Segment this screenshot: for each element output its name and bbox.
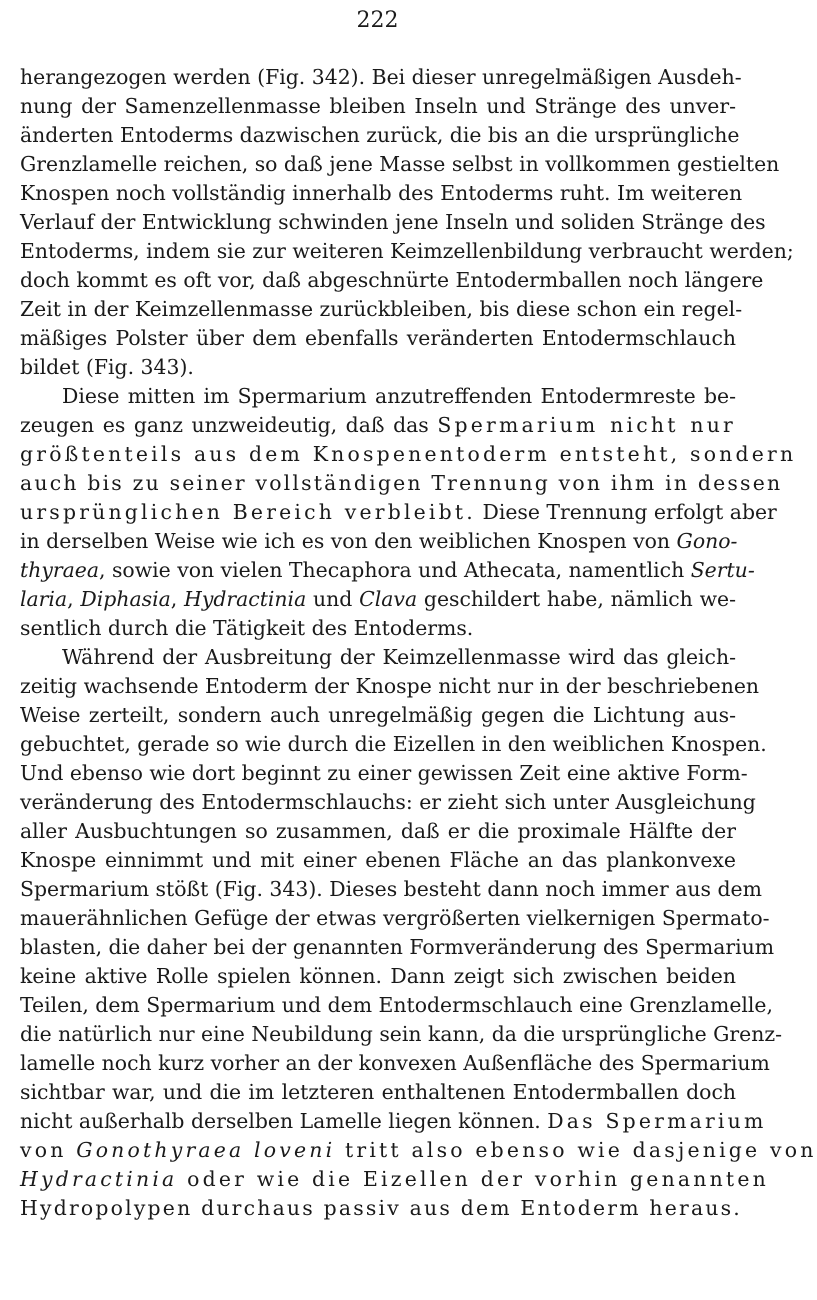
text-run: Diese Trennung erfolgt aber <box>475 500 777 524</box>
text-run: zeugen es ganz unzweideutig, daß das <box>20 413 438 437</box>
spaced-text: Spermarium nicht nur <box>437 413 736 437</box>
text-line: blasten, die daher bei der genannten Formveränderung des Spermarium <box>20 935 775 959</box>
text-line: die natürlich nur eine Neubildung sein kann, da die ursprüngliche Grenz- <box>20 1022 783 1046</box>
text-line: Grenzlamelle reichen, so daß jene Masse selbst in vollkommen gestielten <box>20 152 780 176</box>
text-line: aller Ausbuchtungen so zusammen, daß er die proximale Hälfte der <box>20 819 736 843</box>
text-line: Zeit in der Keimzellenmasse zurückbleiben, bis diese schon ein regel- <box>20 297 743 321</box>
italic-taxon: Hydractinia <box>20 1167 178 1191</box>
text-run: , sowie von vielen Thecaphora und Athecata, namentlich <box>98 558 691 582</box>
text-line: Verlauf der Entwicklung schwinden jene Inseln und soliden Stränge des <box>20 210 766 234</box>
italic-taxon: Sertu- <box>690 558 755 582</box>
text-line: Diese mitten im Spermarium anzutreffenden Entodermreste be- <box>62 384 736 408</box>
text-line: nung der Samenzellenmasse bleiben Inseln und Stränge des unver- <box>20 94 736 118</box>
text-line <box>20 411 736 440</box>
text-line: Knospe einnimmt und mit einer ebenen Fläche an das plankonvexe <box>20 848 736 872</box>
text-run: in derselben Weise wie ich es von den weiblichen Knospen von <box>20 529 677 553</box>
page-number: 222 <box>356 8 399 33</box>
text-line <box>20 1107 767 1136</box>
italic-taxon: thyraea <box>20 558 99 582</box>
spaced-text-line: größtenteils aus dem Knospenentoderm entsteht, sondern <box>20 442 797 466</box>
text-run: und <box>306 587 360 611</box>
italic-taxon: Gonothyraea loveni <box>76 1138 336 1162</box>
spaced-text: ursprünglichen Bereich verbleibt. <box>20 500 476 524</box>
text-line: bildet (Fig. 343). <box>20 355 194 379</box>
text-line <box>20 498 777 527</box>
text-line: Entoderms, indem sie zur weiteren Keimzellenbildung verbraucht werden; <box>20 239 794 263</box>
italic-taxon: Hydractinia <box>184 587 307 611</box>
text-run: nicht außerhalb derselben Lamelle liegen können. <box>20 1109 548 1133</box>
text-run: oder wie die Eizellen der vorhin genannten <box>177 1167 769 1191</box>
italic-taxon: Gono- <box>676 529 738 553</box>
text-run: , <box>67 587 81 611</box>
text-line: zeitig wachsende Entoderm der Knospe nicht nur in der beschriebenen <box>20 674 760 698</box>
spaced-text-line: auch bis zu seiner vollständigen Trennung von ihm in dessen <box>20 471 783 495</box>
text-line: sentlich durch die Tätigkeit des Entoderms. <box>20 616 474 640</box>
text-line: mäßiges Polster über dem ebenfalls veränderten Entodermschlauch <box>20 326 736 350</box>
text-line <box>20 556 755 585</box>
text-run: sichtbar war, und die im letzteren enthaltenen Entodermballen doch <box>20 1080 736 1104</box>
text-line: Spermarium stößt (Fig. 343). Dieses besteht dann noch immer aus dem <box>20 877 762 901</box>
text-line: mauerähnlichen Gefüge der etwas vergrößerten vielkernigen Spermato- <box>20 906 770 930</box>
text-line <box>20 1078 736 1107</box>
text-run: , <box>170 587 185 611</box>
text-line <box>20 585 736 614</box>
italic-taxon: Diphasia <box>80 587 171 611</box>
spaced-text: Das Spermarium <box>547 1109 767 1133</box>
spaced-text-line <box>20 1136 817 1165</box>
italic-taxon: Clava <box>359 587 418 611</box>
text-line: Während der Ausbreitung der Keimzellenmasse wird das gleich- <box>62 645 736 669</box>
text-line: Weise zerteilt, sondern auch unregelmäßig gegen die Lichtung aus- <box>20 703 736 727</box>
text-run: von <box>20 1138 77 1162</box>
text-line: doch kommt es oft vor, daß abgeschnürte Entodermballen noch längere <box>20 268 764 292</box>
text-line: veränderung des Entodermschlauchs: er zieht sich unter Ausgleichung <box>20 790 756 814</box>
text-line: herangezogen werden (Fig. 342). Bei dieser unregelmäßigen Ausdeh- <box>20 65 742 89</box>
spaced-text-line <box>20 1165 769 1194</box>
text-line: keine aktive Rolle spielen können. Dann zeigt sich zwischen beiden <box>20 964 736 988</box>
text-line: änderten Entoderms dazwischen zurück, die bis an die ursprüngliche <box>20 123 740 147</box>
text-line: gebuchtet, gerade so wie durch die Eizellen in den weiblichen Knospen. <box>20 732 767 756</box>
text-line: Knospen noch vollständig innerhalb des Entoderms ruht. Im weiteren <box>20 181 743 205</box>
body-text <box>20 63 817 1223</box>
text-line <box>20 527 736 556</box>
spaced-text-line: Hydropolypen durchaus passiv aus dem Entoderm heraus. <box>20 1196 742 1220</box>
text-line: lamelle noch kurz vorher an der konvexen Außenfläche des Spermarium <box>20 1051 770 1075</box>
text-run: tritt also ebenso wie dasjenige von <box>335 1138 817 1162</box>
italic-taxon: laria <box>20 587 68 611</box>
text-run: geschildert habe, nämlich we- <box>417 587 737 611</box>
text-line: Und ebenso wie dort beginnt zu einer gewissen Zeit eine aktive Form- <box>20 761 748 785</box>
text-line: Teilen, dem Spermarium und dem Entodermschlauch eine Grenzlamelle, <box>20 993 773 1017</box>
